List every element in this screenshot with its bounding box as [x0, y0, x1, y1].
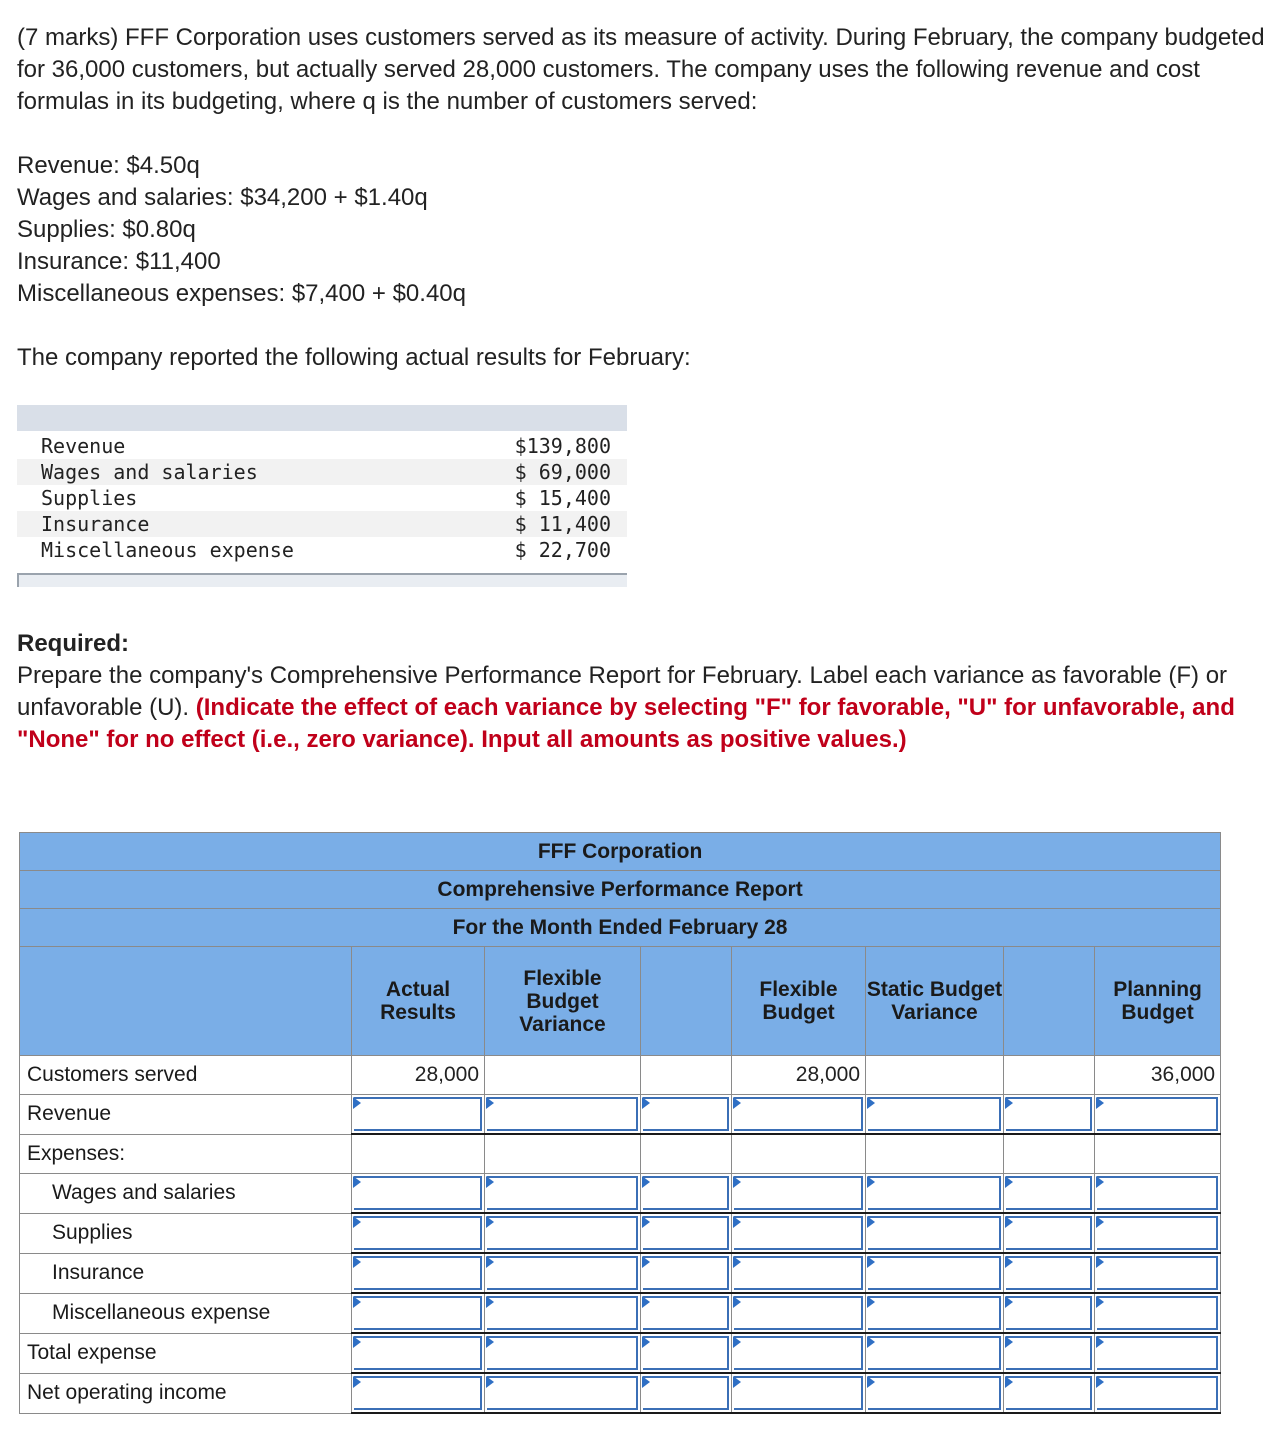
actual-value: $ 15,400 — [514, 486, 611, 510]
actual-row — [17, 511, 627, 537]
empty-cell — [866, 1056, 1004, 1095]
insurance-flex-var-input[interactable] — [485, 1253, 641, 1293]
row-expenses — [20, 1134, 1221, 1174]
revenue-flex-input[interactable] — [732, 1095, 866, 1135]
actual-label: Insurance — [41, 512, 150, 536]
performance-report-table — [19, 832, 1221, 1414]
insurance-actual-input[interactable] — [352, 1253, 485, 1293]
actual-value: $ 11,400 — [514, 512, 611, 536]
total-static-var-select[interactable] — [1004, 1333, 1095, 1373]
noi-actual-input[interactable] — [352, 1373, 485, 1413]
required-text — [17, 660, 1267, 756]
actual-row — [17, 537, 627, 563]
report-company: FFF Corporation — [20, 833, 1221, 871]
col-flexible-budget: Flexible Budget — [732, 947, 866, 1056]
col-actual-results: Actual Results — [352, 947, 485, 1056]
row-label: Wages and salaries — [20, 1174, 352, 1214]
col-flex-var-label — [641, 947, 732, 1056]
wages-static-var-select[interactable] — [1004, 1174, 1095, 1214]
formula-insurance: Insurance: $11,400 — [17, 248, 221, 275]
row-customers — [20, 1056, 1221, 1095]
supplies-static-var-select[interactable] — [1004, 1213, 1095, 1253]
actual-value: $139,800 — [514, 434, 611, 458]
row-label: Miscellaneous expense — [20, 1293, 352, 1333]
supplies-flex-var-input[interactable] — [485, 1213, 641, 1253]
insurance-static-var-input[interactable] — [866, 1253, 1004, 1293]
required-instruction: (Indicate the effect of each variance by selecting "F" for favorable, "U" for unfavorable, and "None" for no effect (i.e., zero variance). Input all amounts as positive values.) — [17, 694, 1235, 753]
revenue-static-var-input[interactable] — [866, 1095, 1004, 1135]
row-label: Total expense — [20, 1333, 352, 1373]
revenue-actual-input[interactable] — [352, 1095, 485, 1135]
misc-flex-var-select[interactable] — [641, 1293, 732, 1333]
row-revenue — [20, 1095, 1221, 1135]
table-top-bar — [17, 405, 627, 431]
col-static-var-label — [1004, 947, 1095, 1056]
misc-flex-input[interactable] — [732, 1293, 866, 1333]
noi-planning-input[interactable] — [1095, 1373, 1221, 1413]
table-bottom-bar — [17, 573, 627, 587]
noi-flex-var-input[interactable] — [485, 1373, 641, 1413]
wages-static-var-input[interactable] — [866, 1174, 1004, 1214]
actual-value: $ 69,000 — [514, 460, 611, 484]
noi-flex-input[interactable] — [732, 1373, 866, 1413]
row-label: Customers served — [20, 1056, 352, 1095]
wages-flex-var-select[interactable] — [641, 1174, 732, 1214]
empty-cell — [1004, 1134, 1095, 1174]
supplies-flex-input[interactable] — [732, 1213, 866, 1253]
noi-static-var-input[interactable] — [866, 1373, 1004, 1413]
formula-revenue: Revenue: $4.50q — [17, 152, 200, 179]
row-label: Revenue — [20, 1095, 352, 1135]
revenue-flex-var-select[interactable] — [641, 1095, 732, 1135]
col-planning-budget: Planning Budget — [1095, 947, 1221, 1056]
row-total-expense — [20, 1333, 1221, 1373]
row-label: Net operating income — [20, 1373, 352, 1413]
actual-label: Wages and salaries — [41, 460, 258, 484]
revenue-flex-var-input[interactable] — [485, 1095, 641, 1135]
customers-planning: 36,000 — [1095, 1056, 1221, 1095]
actual-intro: The company reported the following actual results for February: — [17, 344, 691, 371]
total-planning-input[interactable] — [1095, 1333, 1221, 1373]
required-body: Prepare the company's Comprehensive Performance Report for February. Label each variance as favorable (F) or unfavorable (U). — [17, 662, 1228, 721]
col-static-budget-variance: Static Budget Variance — [866, 947, 1004, 1056]
revenue-planning-input[interactable] — [1095, 1095, 1221, 1135]
misc-static-var-select[interactable] — [1004, 1293, 1095, 1333]
actual-row — [17, 459, 627, 485]
row-insurance — [20, 1253, 1221, 1293]
formula-supplies: Supplies: $0.80q — [17, 216, 196, 243]
required-heading: Required: — [17, 630, 130, 657]
misc-actual-input[interactable] — [352, 1293, 485, 1333]
empty-cell — [732, 1134, 866, 1174]
report-period: For the Month Ended February 28 — [20, 909, 1221, 947]
insurance-static-var-select[interactable] — [1004, 1253, 1095, 1293]
empty-cell — [1004, 1056, 1095, 1095]
total-flex-input[interactable] — [732, 1333, 866, 1373]
total-flex-var-select[interactable] — [641, 1333, 732, 1373]
row-supplies — [20, 1213, 1221, 1253]
row-label: Insurance — [20, 1253, 352, 1293]
noi-flex-var-select[interactable] — [641, 1373, 732, 1413]
empty-cell — [352, 1134, 485, 1174]
actual-value: $ 22,700 — [514, 538, 611, 562]
wages-planning-input[interactable] — [1095, 1174, 1221, 1214]
misc-static-var-input[interactable] — [866, 1293, 1004, 1333]
misc-planning-input[interactable] — [1095, 1293, 1221, 1333]
empty-cell — [641, 1056, 732, 1095]
row-label: Expenses: — [20, 1134, 352, 1174]
insurance-planning-input[interactable] — [1095, 1253, 1221, 1293]
actual-label: Miscellaneous expense — [41, 538, 294, 562]
insurance-flex-input[interactable] — [732, 1253, 866, 1293]
supplies-actual-input[interactable] — [352, 1213, 485, 1253]
revenue-static-var-select[interactable] — [1004, 1095, 1095, 1135]
row-net-operating-income — [20, 1373, 1221, 1413]
row-wages — [20, 1174, 1221, 1214]
customers-flex: 28,000 — [732, 1056, 866, 1095]
total-flex-var-input[interactable] — [485, 1333, 641, 1373]
customers-actual: 28,000 — [352, 1056, 485, 1095]
insurance-flex-var-select[interactable] — [641, 1253, 732, 1293]
empty-cell — [1095, 1134, 1221, 1174]
supplies-static-var-input[interactable] — [866, 1213, 1004, 1253]
empty-cell — [641, 1134, 732, 1174]
header-blank — [20, 947, 352, 1056]
row-label: Supplies — [20, 1213, 352, 1253]
empty-cell — [485, 1134, 641, 1174]
actual-results-table — [17, 405, 627, 587]
supplies-flex-var-select[interactable] — [641, 1213, 732, 1253]
formula-misc: Miscellaneous expenses: $7,400 + $0.40q — [17, 280, 466, 307]
actual-label: Revenue — [41, 434, 126, 458]
table-bottom-tick — [17, 573, 19, 587]
empty-cell — [866, 1134, 1004, 1174]
actual-row — [17, 485, 627, 511]
wages-flex-var-input[interactable] — [485, 1174, 641, 1214]
total-actual-input[interactable] — [352, 1333, 485, 1373]
noi-static-var-select[interactable] — [1004, 1373, 1095, 1413]
wages-flex-input[interactable] — [732, 1174, 866, 1214]
wages-actual-input[interactable] — [352, 1174, 485, 1214]
actual-label: Supplies — [41, 486, 138, 510]
row-misc — [20, 1293, 1221, 1333]
actual-row — [17, 433, 627, 459]
report-title: Comprehensive Performance Report — [20, 871, 1221, 909]
problem-intro: (7 marks) FFF Corporation uses customers served as its measure of activity. During February, the company budgeted for 36,000 customers, but actually served 28,000 customers. The company uses the following revenue and cost formulas in its budgeting, where q is the number of customers served: — [17, 24, 1265, 115]
empty-cell — [485, 1056, 641, 1095]
formula-wages: Wages and salaries: $34,200 + $1.40q — [17, 184, 428, 211]
misc-flex-var-input[interactable] — [485, 1293, 641, 1333]
total-static-var-input[interactable] — [866, 1333, 1004, 1373]
col-flexible-budget-variance: Flexible Budget Variance — [485, 947, 641, 1056]
supplies-planning-input[interactable] — [1095, 1213, 1221, 1253]
